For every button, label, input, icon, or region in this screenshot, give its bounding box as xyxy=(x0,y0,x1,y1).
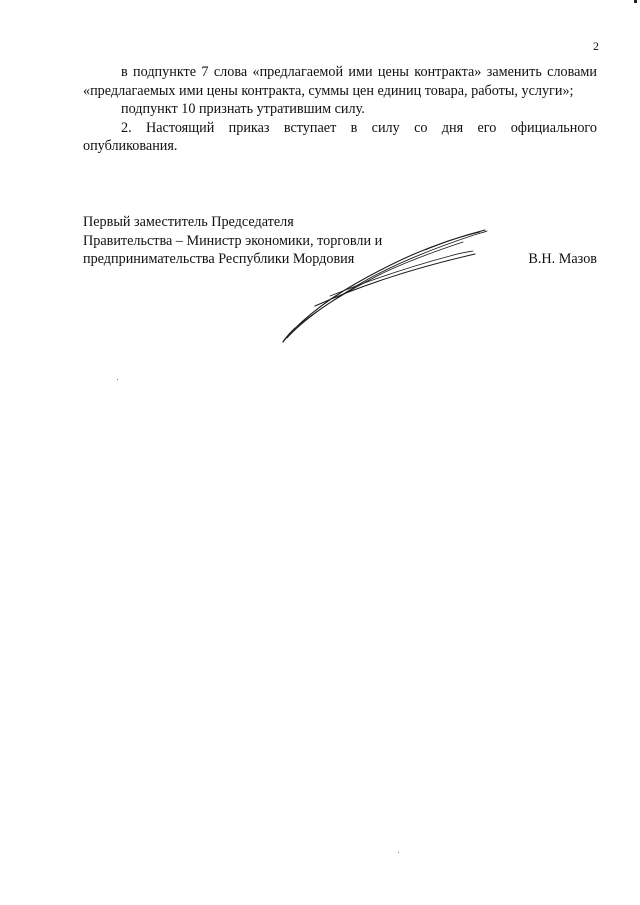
paragraph-effective-date: 2. Настоящий приказ вступает в силу со дня его официального опубликования. xyxy=(83,119,597,154)
page-number: 2 xyxy=(593,39,599,53)
document-body xyxy=(83,63,597,156)
scan-corner-mark xyxy=(634,0,637,3)
scan-speck xyxy=(398,852,399,853)
handwritten-signature xyxy=(275,218,495,348)
signer-title-line-3: предпринимательства Республики Мордовия xyxy=(83,251,355,267)
paragraph-subpoint-10: подпункт 10 признать утратившим силу. xyxy=(121,101,365,117)
signer-title-line-2: Правительства – Министр экономики, торговли и xyxy=(83,232,383,249)
signer-name: В.Н. Мазов xyxy=(528,251,597,267)
signer-title-line-1: Первый заместитель Председателя xyxy=(83,214,294,230)
paragraph-subpoint-7: в подпункте 7 слова «предлагаемой ими цены контракта» заменить словами «предлагаемых ими цены контракта, суммы цен единиц товара, работы, услуги»; xyxy=(83,64,597,99)
scan-speck xyxy=(117,379,118,380)
